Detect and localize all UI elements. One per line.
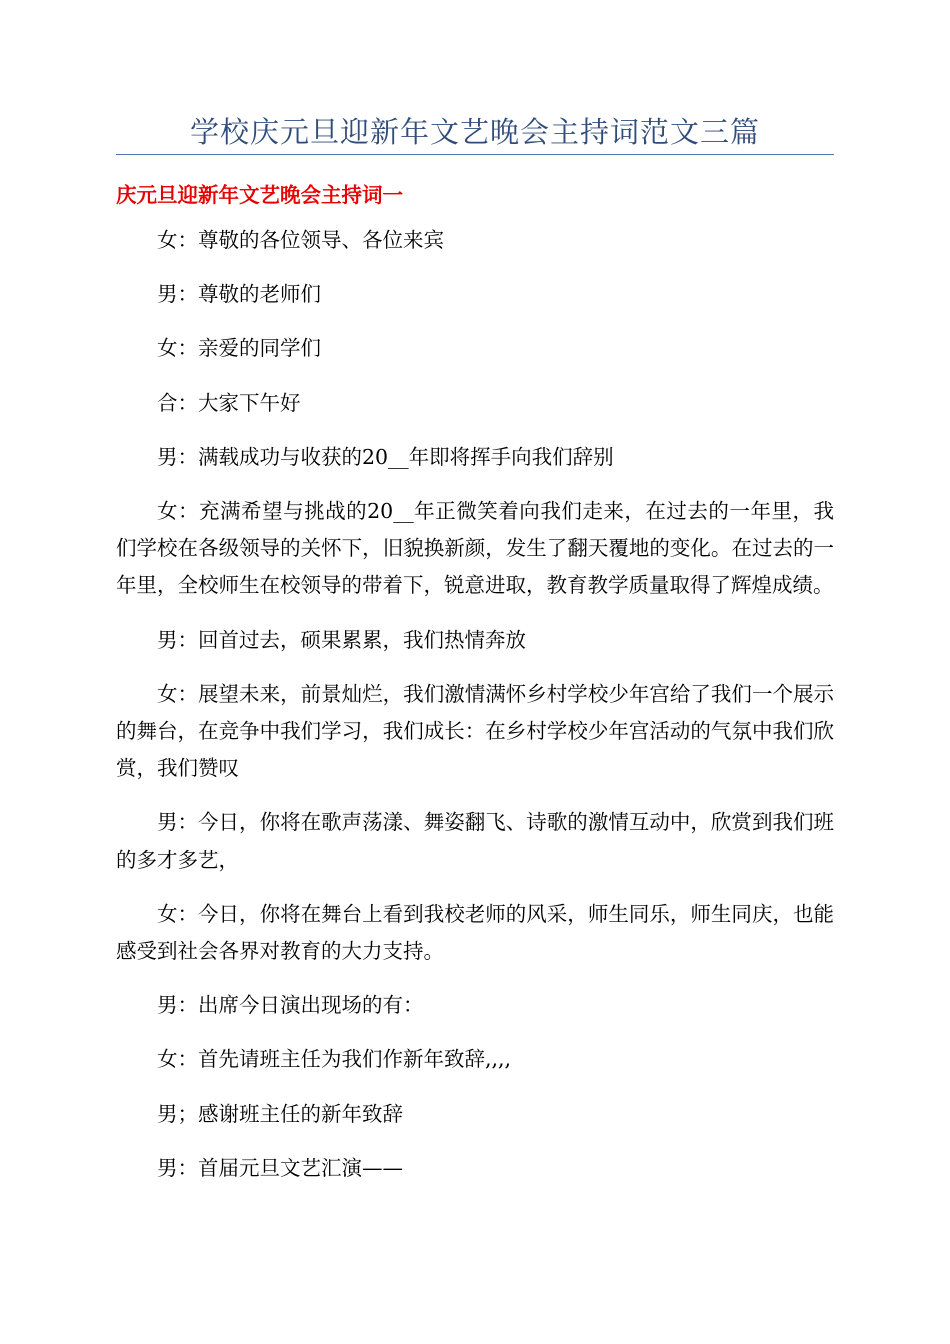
title-divider: [116, 154, 834, 155]
paragraph: 男：出席今日演出现场的有：: [157, 993, 424, 1018]
paragraph: 男：首届元旦文艺汇演——: [157, 1155, 403, 1180]
paragraph: 男：满载成功与收获的20__年即将挥手向我们辞别: [157, 444, 614, 469]
paragraph: 男：回首过去，硕果累累，我们热情奔放: [157, 627, 526, 652]
paragraph: 男；感谢班主任的新年致辞: [157, 1101, 403, 1126]
document-body: [116, 222, 834, 1204]
section-heading: 庆元旦迎新年文艺晚会主持词一: [116, 183, 403, 207]
paragraph: 合：大家下午好: [157, 390, 301, 415]
paragraph: 女：首先请班主任为我们作新年致辞,,,,: [157, 1047, 512, 1072]
paragraph: 女：充满希望与挑战的20__年正微笑着向我们走来，在过去的一年里，我们学校在各级领导的关怀下，旧貌换新颜，发生了翻天覆地的变化。在过去的一年里，全校师生在校领导的带着下，锐意进取，教育教学质量取得了辉煌成绩。: [116, 499, 834, 598]
paragraph: 男：今日，你将在歌声荡漾、舞姿翻飞、诗歌的激情互动中，欣赏到我们班的多才多艺，: [116, 810, 834, 872]
page-title: 学校庆元旦迎新年文艺晚会主持词范文三篇: [189, 115, 760, 149]
paragraph: 男：尊敬的老师们: [157, 282, 321, 307]
paragraph: 女：展望未来，前景灿烂，我们激情满怀乡村学校少年宫给了我们一个展示的舞台，在竞争中我们学习，我们成长：在乡村学校少年宫活动的气氛中我们欣赏，我们赞叹: [116, 681, 834, 781]
paragraph: 女：尊敬的各位领导、各位来宾: [157, 228, 444, 252]
paragraph: 女：亲爱的同学们: [157, 336, 321, 361]
paragraph: 女：今日，你将在舞台上看到我校老师的风采，师生同乐，师生同庆，也能感受到社会各界对教育的大力支持。: [116, 901, 834, 964]
